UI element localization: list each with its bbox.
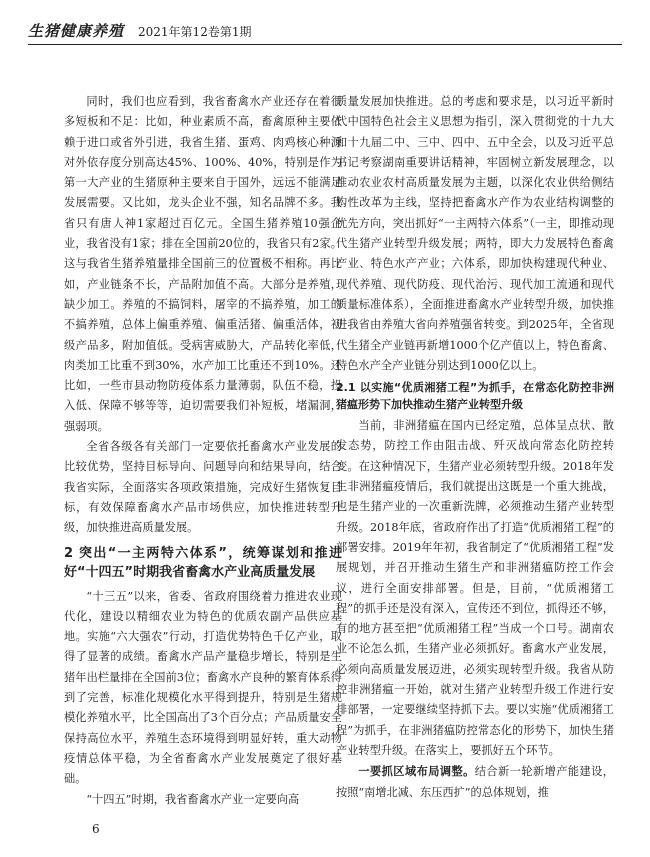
bold-lead: 一要抓区域布局调整。 [358,764,475,779]
paragraph [336,761,614,803]
right-column [336,92,614,803]
paragraph: 当前，非洲猪瘟在国内已经定殖，总体呈点状、散发态势，防控工作由阻击战、歼灭战向常态化防控转变。在这种情况下，生猪产业必须转型升级。2018年发生非洲猪瘟疫情后，我们就提出这既是一个重大挑战，也是生猪产业的一次重新洗牌，必须推动生猪产业转型升级。2018年底，省政府作出了打造“优质湘猪工程”的部署安排。2019年年初，我省制定了“优质湘猪工程”发展规划，并召开推动生猪生产和非洲猪瘟防控工作会议，进行全面安排部署。但是，目前，“优质湘猪工程”的抓手还是没有深入，宣传还不到位，抓得还不够，有的地方甚至把“优质湘猪工程”当成一个口号。湖南农业不论怎么抓，生猪产业必须抓好。畜禽水产业发展，必须向高质量发展迈进，必须实现转型升级。我省从防控非洲猪瘟一开始，就对生猪产业转型升级工作进行安排部署，一定要继续坚持抓下去。要以实施“优质湘猪工程”为抓手，在非洲猪瘟防控常态化的形势下，加快生猪产业转型升级。在落实上，要抓好五个环节。 [336,419,614,757]
paragraph-text: 结合新一轮新增产能建设，按照“南增北减、东压西扩”的总体规划，推 [336,765,614,799]
paragraph: 同时，我们也应看到，我省畜禽水产业还存在着很多短板和不足：比如，种业素质不高，畜禽原种主要依赖于进口或省外引进，我省生猪、蛋鸡、肉鸡核心种源对外依存度分别高达45%、100%、40%，特别是作为第一大产业的生猪原种主要来自于国外，远远不能满足发展需要。又比如，龙头企业不强，知名品牌不多。我省只有唐人神1家超过百亿元。全国生猪养殖10强企业，我省没有1家；排在全国前20位的，我省只有2家。这与我省生猪养殖量排全国前三的位置极不相称。再比如，产业链条不长，产品附加值不高。大部分是养殖，缺少加工。养殖的不搞饲料，屠宰的不搞养殖，加工的不搞养殖，总体上偏重养殖、偏重活猪、偏重活体，初级产品多，附加值低。受病害威胁大，产品转化率低，肉类加工比重不到30%，水产加工比重还不到10%。还比如，一些市县动物防疫体系力量薄弱，队伍不稳，投入低、保障不够等等，迫切需要我们补短板，堵漏洞，强弱项。 [64,95,342,433]
paragraph: 全省各级各有关部门一定要依托畜禽水产业发展的比较优势，坚持目标导向、问题导向和结果导向，结合我省实际，全面落实各项政策措施，完成好生猪恢复目标，有效保障畜禽水产品市场供应，加快推进转型升级，加快推进高质量发展。 [64,440,342,535]
left-column [64,92,342,810]
page-number: 6 [92,822,100,836]
paragraph: 质量发展加快推进。总的考虑和要求是，以习近平新时代中国特色社会主义思想为指引，深入贯彻党的十九大和十九届二中、三中、四中、五中全会，以及习近平总书记考察湖南重要讲话精神，牢固树立新发展理念，以推动农业农村高质量发展为主题，以深化农业供给侧结构性改革为主线，坚持把畜禽水产作为农业结构调整的优先方向，突出抓好“一主两特六体系”（一主，即推动现代生猪产业转型升级发展；两特，即大力发展特色畜禽产业、特色水产产业；六体系，即加快构建现代种业、现代养殖、现代防疫、现代治污、现代加工流通和现代质量标准体系），全面推进畜禽水产业转型升级，加快推进我省由养殖大省向养殖强省转变。到2025年，全省现代生猪全产业链再新增1000个亿产值以上，特色畜禽、特色水产全产业链分别达到1000亿以上。 [336,95,614,372]
paragraph: “十三五”以来，省委、省政府围绕着力推进农业现代化，建设以精细农业为特色的优质农副产品供应基地。实施“六大强农”行动，打造优势特色千亿产业，取得了显著的成绩。畜禽水产品产量稳步增长，特别是生猪年出栏量排在全国前3位；畜禽水产良种的繁育体系得到了完善，标准化规模化水平得到提升，特别是生猪规模化养殖水平，比全国高出了3个百分点；产品质量安全保持高位水平，养殖生态环境得到明显好转，重大动物疫情总体平稳，为全省畜禽水产业发展奠定了很好基础。 [64,589,342,786]
subsection-heading: 2.1 以实施“优质湘猪工程”为抓手，在常态化防控非洲猪瘟形势下加快推动生猪产业转型升级 [336,381,614,412]
running-header [28,18,622,45]
issue-info: 2021年第12卷第1期 [138,25,252,39]
section-heading: 2 突出“一主两特六体系”，统筹谋划和推进好“十四五”时期我省畜禽水产业高质量发展 [64,545,342,581]
journal-name: 生猪健康养殖 [28,22,125,40]
paragraph: “十四五”时期，我省畜禽水产业一定要向高 [86,792,300,806]
